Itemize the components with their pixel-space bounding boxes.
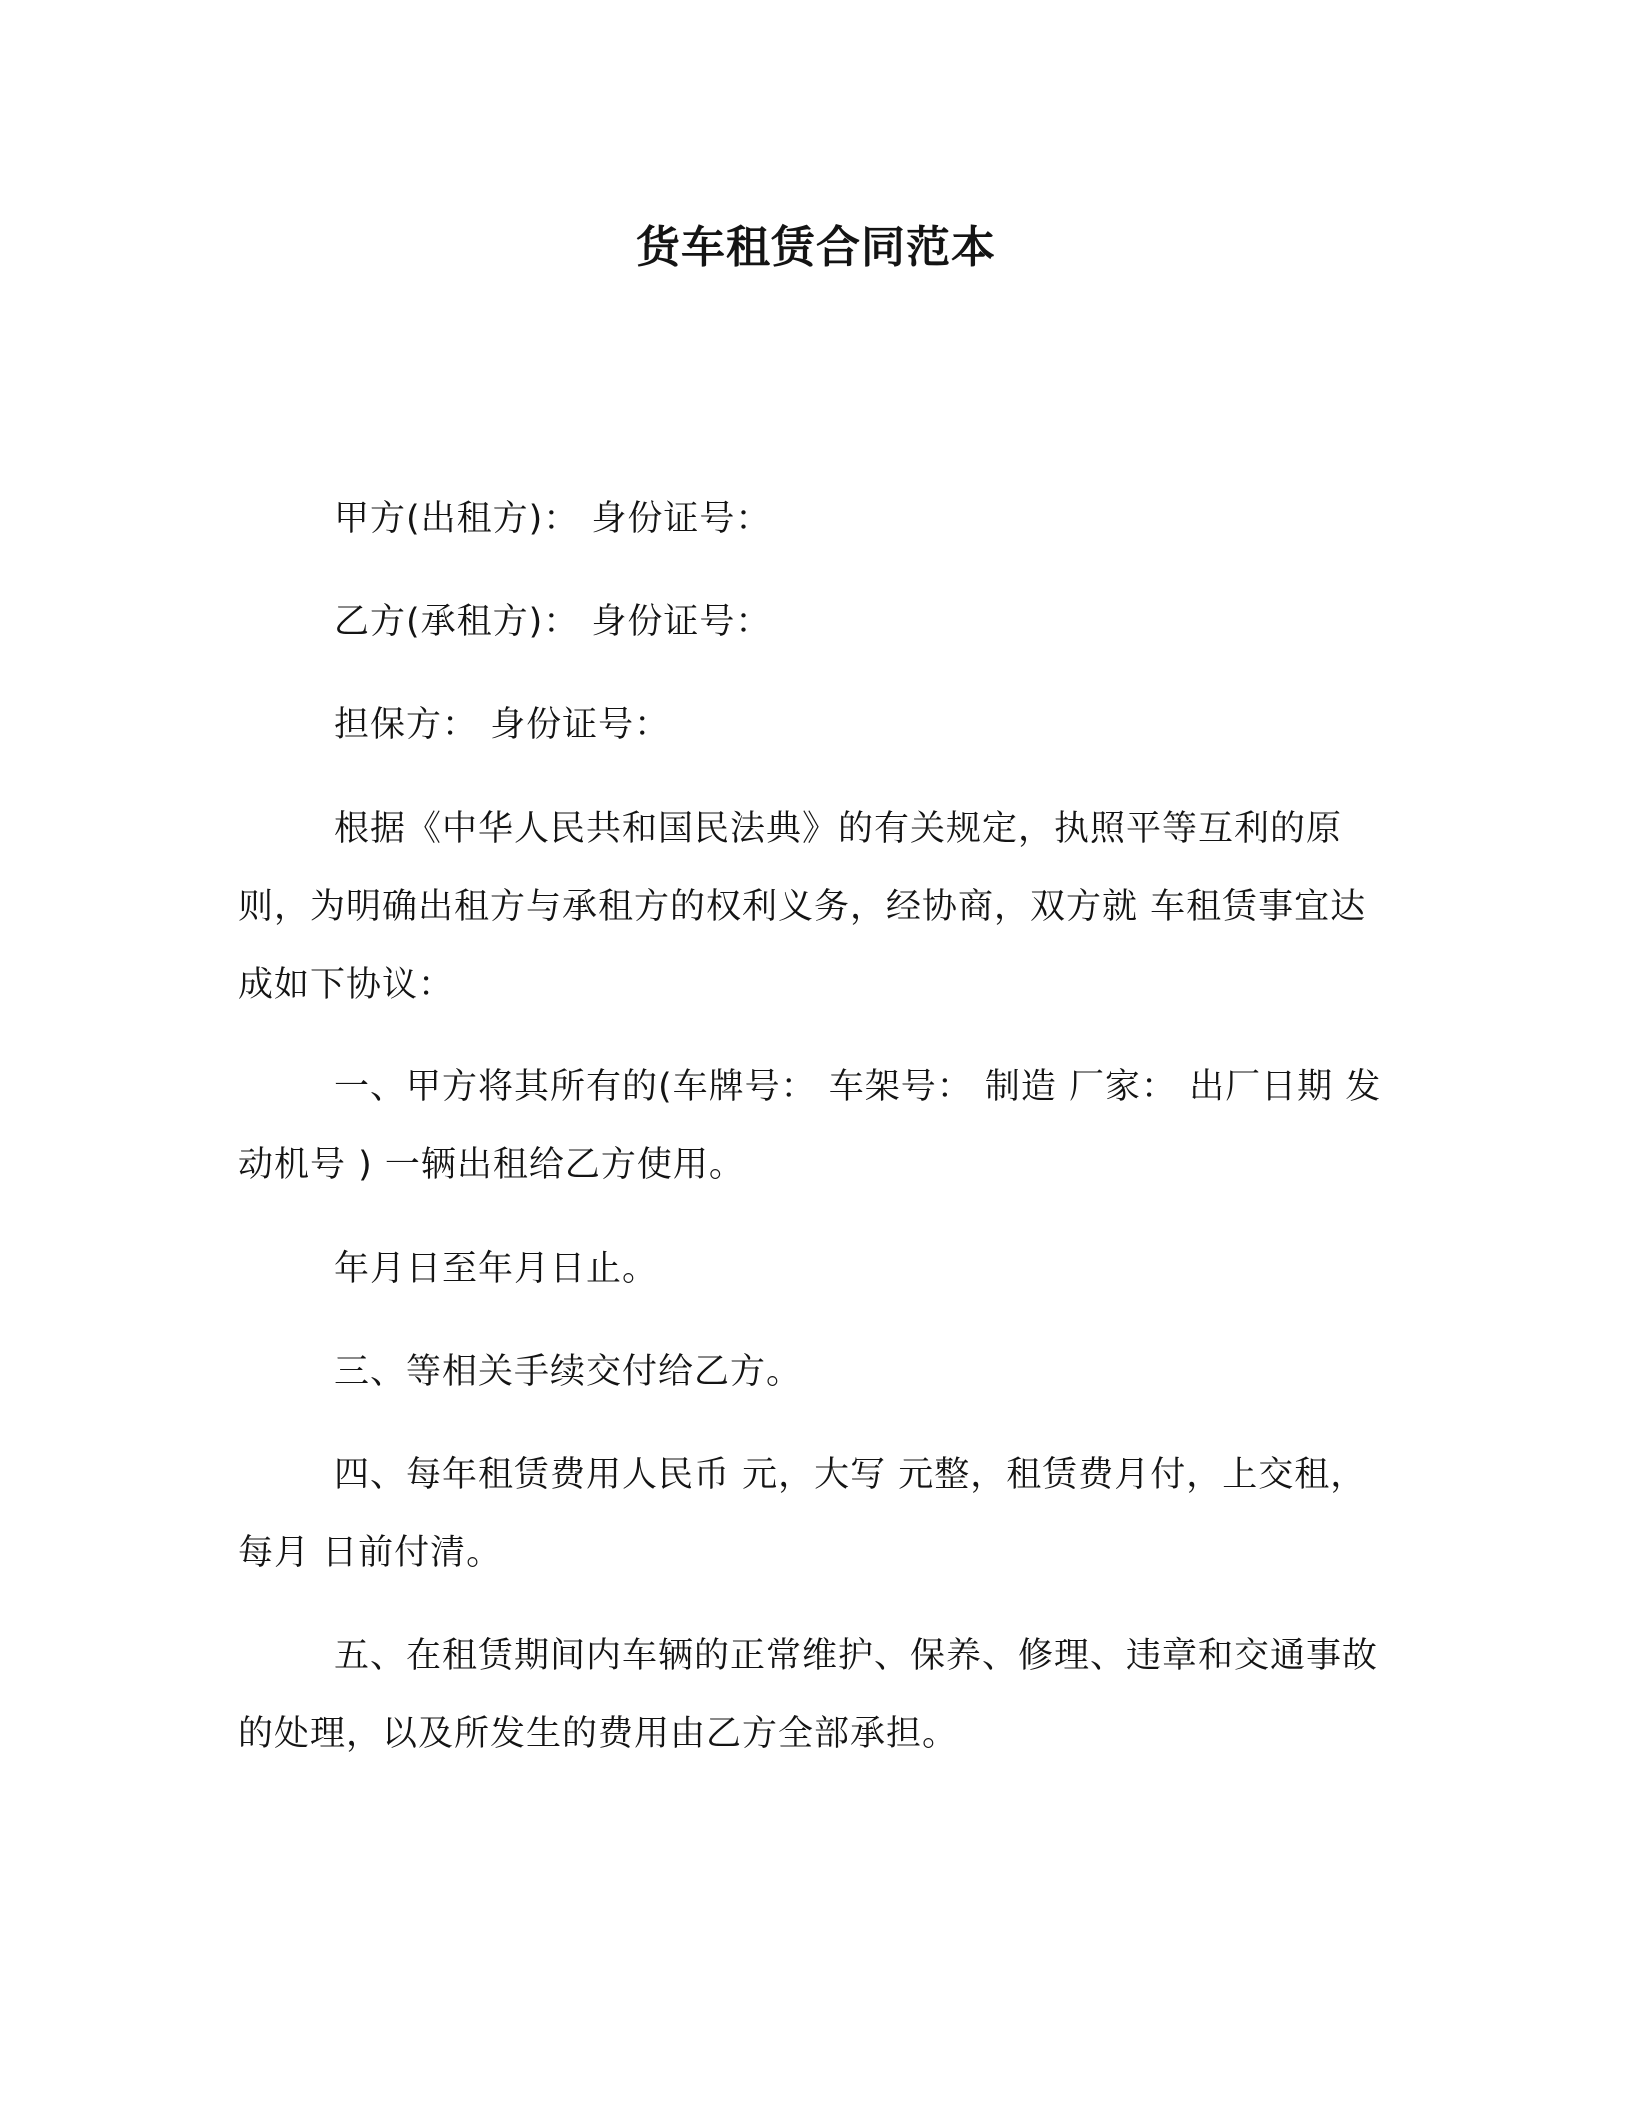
clause-paragraph: 年月日至年月日止。 (334, 1249, 659, 1289)
preamble-paragraph: 根据《中华人民共和国民法典》的有关规定，执照平等互利的原则，为明确出租方与承租方的权利义务，经协商，双方就 车租赁事宜达成如下协议： (238, 809, 1367, 1005)
party-lessor: 甲方(出租方)： 身份证号： (334, 499, 772, 539)
clause-1-block (238, 1048, 1383, 1204)
clause-paragraph: 三、等相关手续交付给乙方。 (334, 1352, 803, 1392)
party-guarantor-line (238, 686, 1383, 764)
clause-3-block (238, 1333, 1383, 1411)
clause-paragraph: 一、甲方将其所有的(车牌号： 车架号： 制造 厂家： 出厂日期 发动机号 ) 一辆出租给乙方使用。 (238, 1067, 1382, 1185)
clause-paragraph: 四、每年租赁费用人民币 元，大写 元整，租赁费月付，上交租，每月 日前付清。 (238, 1455, 1367, 1573)
clause-5-block (238, 1617, 1383, 1773)
party-lessor-line (238, 480, 1383, 558)
party-guarantor: 担保方： 身份证号： (334, 705, 671, 745)
clause-4-block (238, 1436, 1383, 1592)
party-lessee: 乙方(承租方)： 身份证号： (334, 602, 772, 642)
party-lessee-line (238, 583, 1383, 661)
document-title: 货车租赁合同范本 (636, 222, 996, 273)
clause-2-block (238, 1230, 1383, 1308)
clause-paragraph: 五、在租赁期间内车辆的正常维护、保养、修理、违章和交通事故的处理，以及所发生的费用由乙方全部承担。 (238, 1636, 1379, 1754)
preamble-block (238, 790, 1383, 1024)
